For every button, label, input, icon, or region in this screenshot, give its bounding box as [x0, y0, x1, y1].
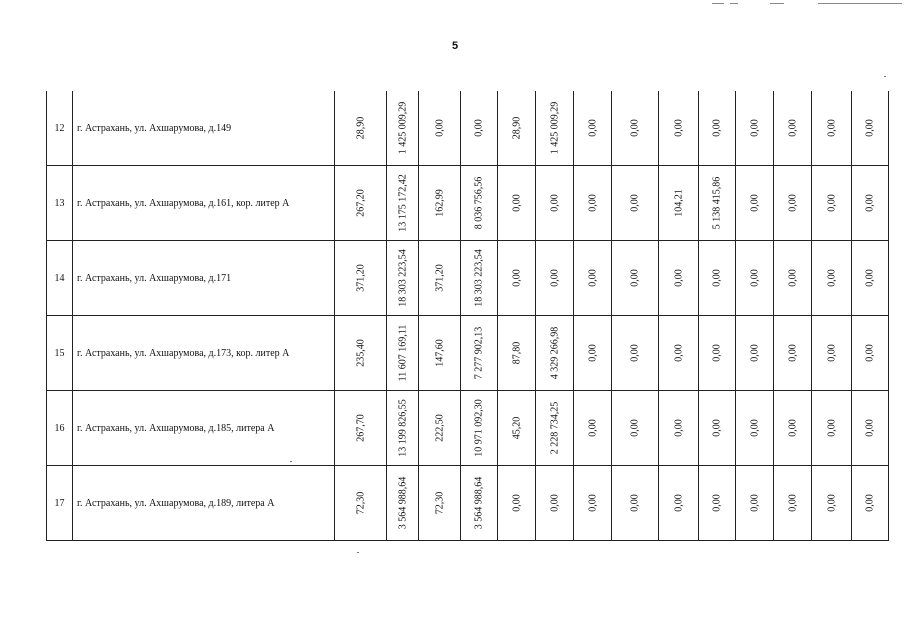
value-cell: [612, 391, 659, 466]
value-text: 0,00: [511, 494, 522, 512]
value-cell: [699, 91, 736, 166]
value-text: 0,00: [473, 119, 485, 137]
value-text: 0,00: [749, 119, 760, 137]
value-text: 0,00: [711, 419, 723, 437]
value-cell: [574, 466, 612, 541]
value-text: 0,00: [629, 344, 641, 362]
value-cell: [852, 466, 889, 541]
value-text: 0,00: [711, 494, 723, 512]
value-text: 0,00: [673, 344, 684, 362]
value-text: 87,80: [511, 341, 522, 365]
value-cell: [736, 466, 774, 541]
value-cell: [461, 466, 498, 541]
value-text: 0,00: [673, 419, 684, 437]
value-cell: [812, 91, 852, 166]
value-text: 0,00: [749, 494, 760, 512]
row-number: 17: [47, 466, 73, 541]
value-cell: [419, 166, 461, 241]
value-cell: [461, 166, 498, 241]
value-text: 235,40: [355, 339, 366, 367]
value-text: 1 425 009,29: [549, 101, 560, 155]
scan-mark: [730, 3, 738, 4]
value-text: 0,00: [864, 494, 876, 512]
value-text: 0,00: [864, 269, 876, 287]
value-text: 72,30: [434, 491, 445, 515]
table-row: [47, 241, 889, 316]
row-number: 15: [47, 316, 73, 391]
value-text: 0,00: [549, 494, 560, 512]
value-text: 18 303 223,54: [473, 249, 485, 307]
value-cell: [419, 466, 461, 541]
value-cell: [461, 316, 498, 391]
value-cell: [574, 391, 612, 466]
value-text: 0,00: [787, 344, 798, 362]
value-cell: [536, 466, 574, 541]
table-row: [47, 466, 889, 541]
value-cell: [736, 316, 774, 391]
value-cell: [659, 91, 699, 166]
value-cell: [335, 391, 387, 466]
value-text: 10 971 092,30: [473, 399, 485, 457]
value-text: 371,20: [434, 264, 445, 292]
scan-speck: [884, 76, 886, 77]
registry-table: [46, 91, 889, 541]
value-cell: [774, 466, 812, 541]
value-text: 13 199 826,55: [397, 399, 408, 457]
value-cell: [461, 91, 498, 166]
value-text: 0,00: [673, 119, 684, 137]
value-text: 3 564 988,64: [397, 476, 408, 530]
value-cell: [419, 391, 461, 466]
value-text: 0,00: [749, 269, 760, 287]
address-cell: г. Астрахань, ул. Ахшарумова, д.173, кор. литер А: [73, 316, 335, 391]
value-cell: [536, 316, 574, 391]
value-text: 0,00: [711, 269, 723, 287]
value-text: 0,00: [587, 419, 598, 437]
registry-body: [47, 91, 889, 541]
value-text: 0,00: [511, 194, 522, 212]
value-cell: [612, 91, 659, 166]
value-cell: [387, 316, 419, 391]
page-number: 5: [451, 40, 459, 52]
value-cell: [736, 391, 774, 466]
address-cell: г. Астрахань, ул. Ахшарумова, д.149: [73, 91, 335, 166]
value-cell: [574, 91, 612, 166]
value-cell: [774, 91, 812, 166]
value-text: 11 607 169,11: [397, 324, 408, 382]
row-number: 12: [47, 91, 73, 166]
value-cell: [498, 316, 536, 391]
value-text: 0,00: [787, 269, 798, 287]
value-text: 0,00: [629, 119, 641, 137]
row-number: 16: [47, 391, 73, 466]
value-text: 0,00: [587, 269, 598, 287]
value-cell: [852, 391, 889, 466]
value-cell: [699, 391, 736, 466]
value-cell: [699, 166, 736, 241]
value-cell: [812, 166, 852, 241]
value-text: 28,90: [511, 116, 522, 140]
value-text: 222,50: [434, 414, 445, 442]
address-cell: г. Астрахань, ул. Ахшарумова, д.161, кор. литер А: [73, 166, 335, 241]
value-cell: [419, 241, 461, 316]
table-row: [47, 166, 889, 241]
value-text: 0,00: [673, 269, 684, 287]
value-cell: [812, 391, 852, 466]
value-cell: [812, 241, 852, 316]
address-cell: г. Астрахань, ул. Ахшарумова, д.171: [73, 241, 335, 316]
value-text: 0,00: [787, 494, 798, 512]
value-text: 0,00: [826, 119, 837, 137]
value-cell: [498, 166, 536, 241]
value-cell: [335, 466, 387, 541]
value-cell: [774, 241, 812, 316]
value-cell: [812, 466, 852, 541]
value-text: 0,00: [511, 269, 522, 287]
value-cell: [536, 241, 574, 316]
value-text: 0,00: [629, 494, 641, 512]
value-text: 162,99: [434, 189, 445, 217]
value-text: 0,00: [787, 194, 798, 212]
value-cell: [699, 466, 736, 541]
value-text: 267,20: [355, 189, 366, 217]
table-row: [47, 91, 889, 166]
value-text: 0,00: [587, 119, 598, 137]
value-text: 0,00: [587, 494, 598, 512]
value-cell: [536, 91, 574, 166]
value-text: 0,00: [549, 269, 560, 287]
value-cell: [774, 316, 812, 391]
value-text: 0,00: [864, 344, 876, 362]
value-text: 72,30: [355, 491, 366, 515]
value-text: 0,00: [749, 344, 760, 362]
value-cell: [736, 166, 774, 241]
value-cell: [498, 241, 536, 316]
value-cell: [419, 316, 461, 391]
value-text: 0,00: [826, 494, 837, 512]
value-text: 0,00: [787, 119, 798, 137]
value-cell: [852, 241, 889, 316]
value-cell: [574, 241, 612, 316]
scan-mark: [712, 3, 724, 4]
value-text: 0,00: [787, 419, 798, 437]
value-cell: [335, 91, 387, 166]
value-cell: [387, 466, 419, 541]
address-cell: г. Астрахань, ул. Ахшарумова, д.185, литера А: [73, 391, 335, 466]
value-cell: [812, 316, 852, 391]
value-text: 267,70: [355, 414, 366, 442]
value-text: 0,00: [749, 419, 760, 437]
value-cell: [498, 91, 536, 166]
value-cell: [574, 316, 612, 391]
value-cell: [536, 391, 574, 466]
value-text: 0,00: [434, 119, 445, 137]
value-text: 0,00: [864, 419, 876, 437]
value-cell: [852, 316, 889, 391]
value-text: 8 036 756,56: [473, 176, 485, 230]
value-cell: [659, 166, 699, 241]
value-cell: [498, 466, 536, 541]
value-text: 0,00: [749, 194, 760, 212]
value-text: 0,00: [826, 269, 837, 287]
value-text: 4 329 266,98: [549, 326, 560, 380]
value-cell: [387, 391, 419, 466]
value-cell: [659, 391, 699, 466]
value-text: 0,00: [711, 119, 723, 137]
row-number: 14: [47, 241, 73, 316]
value-cell: [419, 91, 461, 166]
value-cell: [387, 91, 419, 166]
value-text: 0,00: [629, 194, 641, 212]
value-cell: [736, 241, 774, 316]
scan-speck: [357, 552, 359, 553]
value-text: 2 228 734,25: [549, 401, 560, 455]
value-cell: [461, 241, 498, 316]
value-cell: [612, 466, 659, 541]
value-text: 0,00: [826, 344, 837, 362]
value-cell: [574, 166, 612, 241]
value-cell: [335, 316, 387, 391]
value-cell: [536, 166, 574, 241]
table-row: [47, 391, 889, 466]
value-text: 13 175 172,42: [397, 174, 408, 232]
value-text: 18 303 223,54: [397, 249, 408, 307]
value-cell: [387, 166, 419, 241]
value-text: 0,00: [826, 419, 837, 437]
value-text: 0,00: [864, 194, 876, 212]
value-cell: [387, 241, 419, 316]
table-row: [47, 316, 889, 391]
address-cell: г. Астрахань, ул. Ахшарумова, д.189, литера А: [73, 466, 335, 541]
value-cell: [498, 391, 536, 466]
value-text: 147,60: [434, 339, 445, 367]
scan-mark: [770, 3, 784, 4]
value-text: 7 277 902,13: [473, 326, 485, 380]
value-text: 0,00: [549, 194, 560, 212]
value-cell: [852, 166, 889, 241]
value-text: 0,00: [711, 344, 723, 362]
value-cell: [774, 391, 812, 466]
value-text: 0,00: [629, 419, 641, 437]
value-text: 104,21: [673, 189, 684, 217]
value-text: 0,00: [864, 119, 876, 137]
value-text: 0,00: [673, 494, 684, 512]
value-text: 0,00: [629, 269, 641, 287]
value-cell: [736, 91, 774, 166]
value-cell: [335, 166, 387, 241]
value-cell: [699, 241, 736, 316]
value-text: 28,90: [355, 116, 366, 140]
value-text: 0,00: [826, 194, 837, 212]
value-cell: [659, 316, 699, 391]
value-cell: [699, 316, 736, 391]
value-text: 371,20: [355, 264, 366, 292]
row-number: 13: [47, 166, 73, 241]
value-cell: [774, 166, 812, 241]
value-cell: [659, 466, 699, 541]
value-cell: [335, 241, 387, 316]
value-text: 5 138 415,86: [711, 176, 723, 230]
value-cell: [612, 316, 659, 391]
value-text: 0,00: [587, 344, 598, 362]
value-text: 0,00: [587, 194, 598, 212]
value-text: 45,20: [511, 416, 522, 440]
value-text: 3 564 988,64: [473, 476, 485, 530]
value-cell: [612, 241, 659, 316]
value-cell: [612, 166, 659, 241]
value-text: 1 425 009,29: [397, 101, 408, 155]
value-cell: [852, 91, 889, 166]
scan-mark: [818, 3, 902, 4]
value-cell: [659, 241, 699, 316]
value-cell: [461, 391, 498, 466]
